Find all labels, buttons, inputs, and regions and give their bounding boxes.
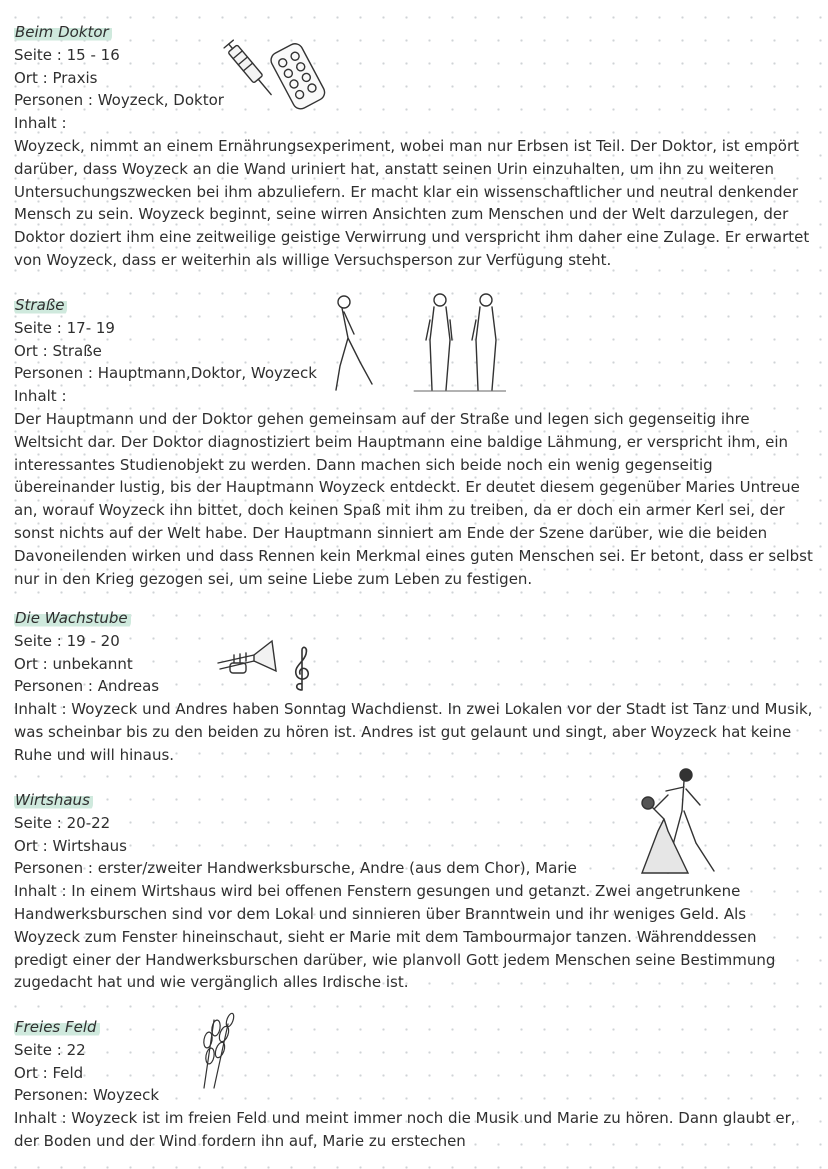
seite-line: Seite : 17- 19 (14, 318, 115, 337)
seite-line: Seite : 15 - 16 (14, 45, 120, 64)
inhalt-text: Inhalt : In einem Wirtshaus wird bei offenen Fenstern gesungen und getanzt. Zwei angetrunkene Handwerksburschen sind vor dem Lokal und sinnieren über Branntwein und ihr weniges Geld. Als Woyzeck zum Fenster hineinschaut, sieht er Marie mit dem Tambourmajor tanzen. Währenddessen predigt einer der Handwerksburschen darüber, wie planvoll Gott jedem Menschen seine Bestimmung zugedacht hat und wie vergänglich alles Irdische ist. (14, 882, 776, 992)
inhalt-text: Woyzeck, nimmt an einem Ernährungsexperiment, wobei man nur Erbsen ist Teil. Der Doktor, ist empört darüber, dass Woyzeck an die Wand uriniert hat, anstatt seinen Urin einzuhalten, um ihn zu weiteren Untersuchungszwecken bei ihm abzuliefern. Er macht klar ein wissenschaftlicher und neutral denkender Mensch zu sein. Woyzeck beginnt, seine wirren Ansichten zum Menschen und der Welt darzulegen, der Doktor doziert ihm eine zeitweilige geistige Verwirrung und verspricht ihm daher eine Zulage. Er erwartet von Woyzeck, dass er weiterhin als willige Versuchsperson zur Verfügung steht. (14, 136, 810, 269)
inhalt-text: Inhalt : Woyzeck ist im freien Feld und meint immer noch die Musik und Marie zu hören. Dann glaubt er, der Boden und der Wind fordern ihn auf, Marie zu erstechen (14, 1109, 796, 1150)
wheat-icon (190, 1010, 236, 1090)
walking-men-icon (326, 290, 506, 394)
ort-line: Ort : Feld (14, 1063, 84, 1082)
seite-line: Seite : 22 (14, 1040, 86, 1059)
seite-line: Seite : 19 - 20 (14, 631, 120, 650)
dancing-couple-icon (628, 765, 724, 877)
personen-line: Personen : erster/zweiter Handwerksbursche, Andre (aus dem Chor), Marie (14, 859, 577, 878)
ort-line: Ort : Straße (14, 341, 102, 360)
section-title: Wirtshaus (14, 789, 93, 812)
inhalt-text: Der Hauptmann und der Doktor gehen gemeinsam auf der Straße und legen sich gegenseitig ihre Weltsicht dar. Der Doktor diagnostiziert beim Hauptmann eine baldige Lähmung, er verspricht ihm, ein interessantes Studienobjekt zu werden. Dann machen sich beide noch ein wenig gegenseitig übereinander lustig, bis der Hauptmann Woyzeck entdeckt. Er deutet diesem gegenüber Maries Untreue an, worauf Woyzeck ihn bittet, doch keinen Spaß mit ihm zu treiben, da er doch ein armer Kerl sei, der sonst nichts auf der Welt habe. Der Hauptmann sinniert am Ende der Szene darüber, wie die beiden Davoneilenden wirken und dass Rennen kein Merkmal eines guten Menschen sei. Er betont, dass er selbst nur in den Krieg gezogen sei, um seine Liebe zum Leben zu festigen. (14, 409, 813, 588)
section-die-wachstube (14, 607, 814, 767)
personen-line: Personen : Woyzeck, Doktor (14, 91, 224, 110)
syringe-pills-icon (218, 24, 330, 110)
section-title: Die Wachstube (14, 607, 131, 630)
trumpet-icon (214, 633, 280, 681)
seite-line: Seite : 20-22 (14, 813, 111, 832)
personen-line: Personen : Hauptmann,Doktor, Woyzeck (14, 364, 317, 383)
ort-line: Ort : unbekannt (14, 654, 133, 673)
section-title: Straße (14, 294, 67, 317)
personen-line: Personen : Andreas (14, 677, 160, 696)
ort-line: Ort : Wirtshaus (14, 836, 127, 855)
inhalt-label: Inhalt : (14, 114, 67, 133)
section-beim-doktor (14, 21, 814, 272)
treble-clef-icon (290, 644, 314, 694)
inhalt-label: Inhalt : (14, 387, 67, 406)
inhalt-text: Inhalt : Woyzeck und Andres haben Sonntag Wachdienst. In zwei Lokalen vor der Stadt ist Tanz und Musik, was scheinbar bis zu den beiden zu hören ist. Andres ist gut gelaunt und singt, aber Woyzeck hat keine Ruhe und will hinaus. (14, 700, 813, 764)
ort-line: Ort : Praxis (14, 68, 98, 87)
section-title: Beim Doktor (14, 21, 112, 44)
section-title: Freies Feld (14, 1016, 100, 1039)
personen-line: Personen: Woyzeck (14, 1086, 160, 1105)
section-freies-feld (14, 1016, 814, 1153)
